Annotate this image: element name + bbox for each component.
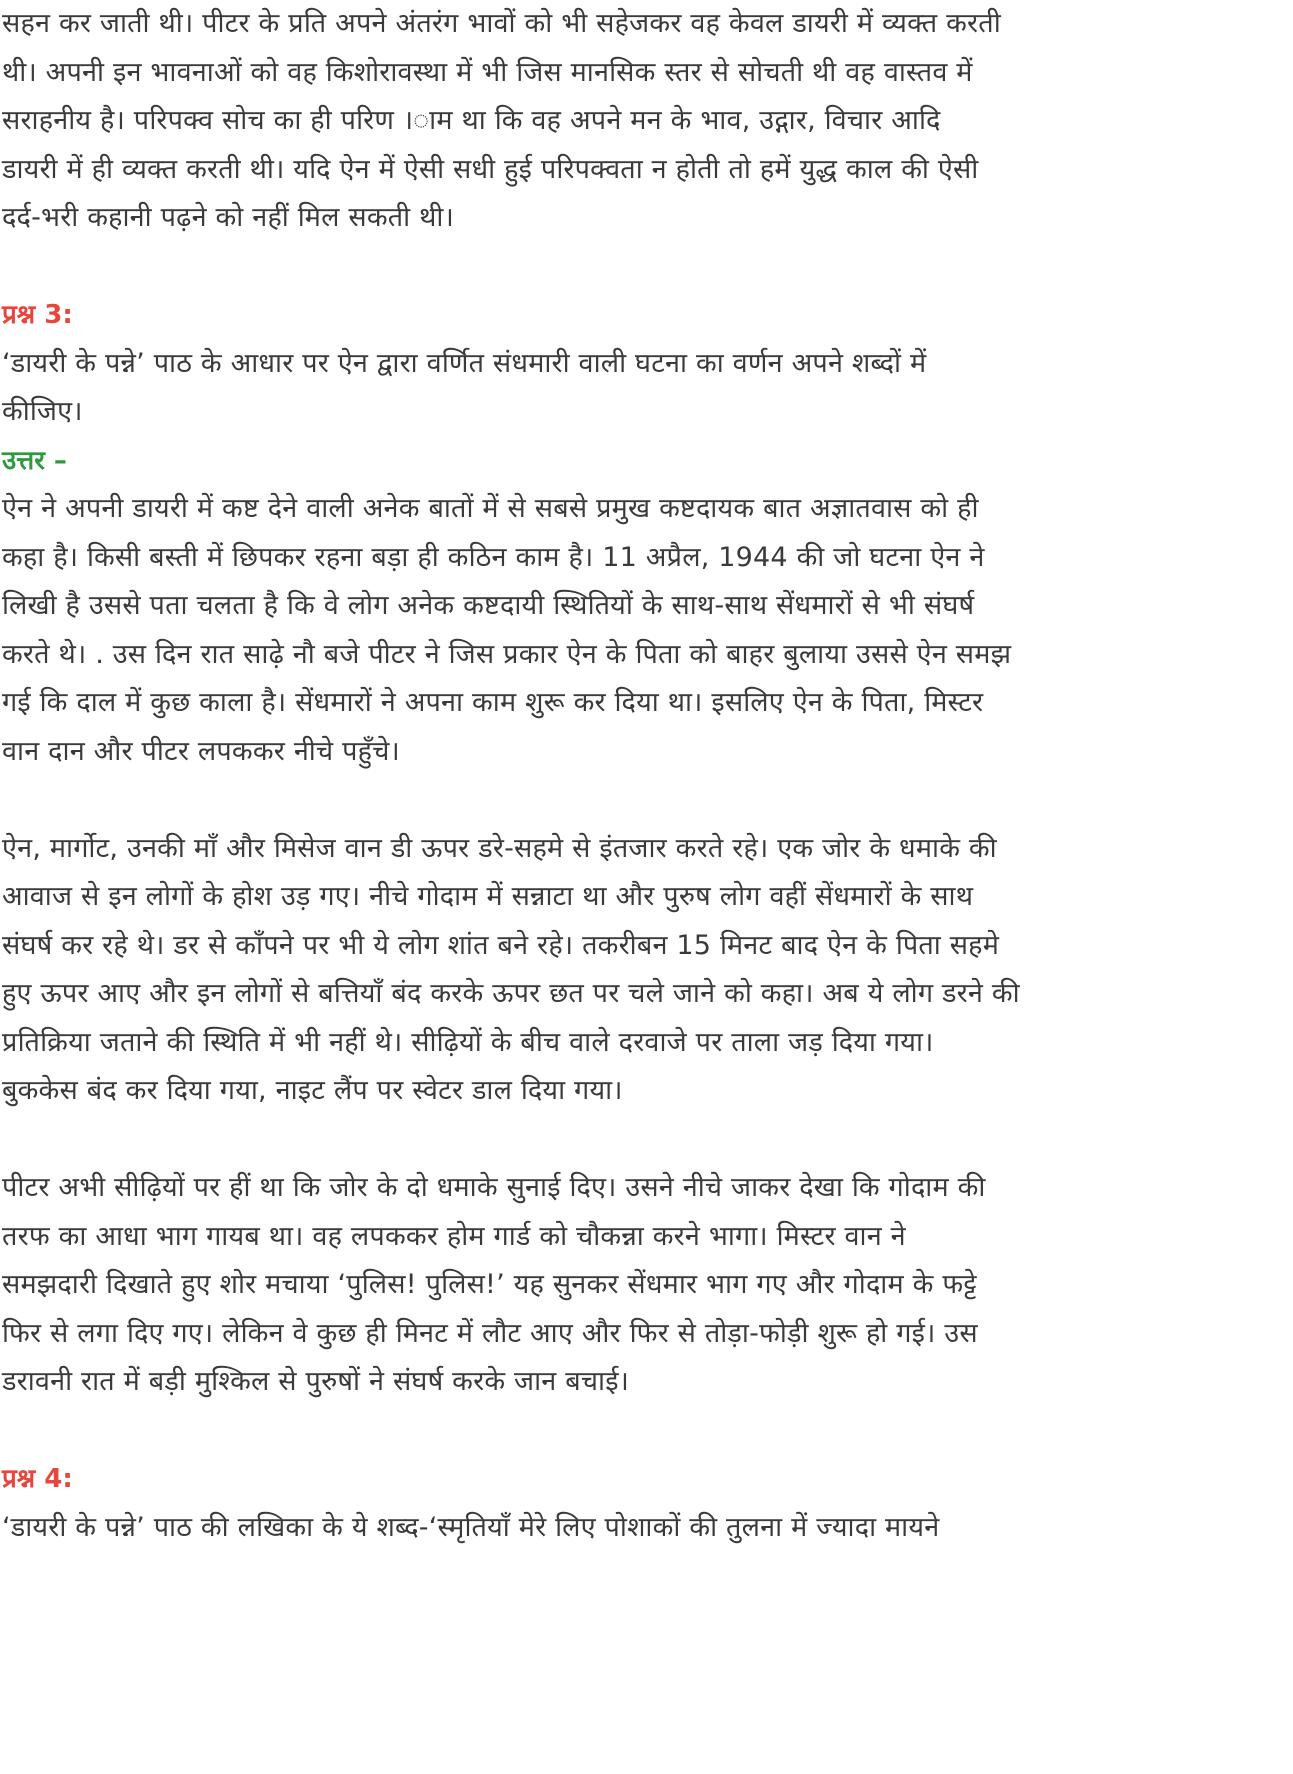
answer-paragraph-2 xyxy=(2,825,1287,1116)
answer-paragraph-3 xyxy=(2,1164,1287,1407)
text-line: हुए ऊपर आए और इन लोगों से बत्तियाँ बंद करके ऊपर छत पर चले जाने को कहा। अब ये लोग डरने की xyxy=(2,978,1020,1009)
answer-3-block xyxy=(2,437,1287,1407)
previous-answer-paragraph xyxy=(2,0,1287,243)
spacer xyxy=(2,1407,1287,1456)
text-line: करते थे। . उस दिन रात साढ़े नौ बजे पीटर ने जिस प्रकार ऐन के पिता को बाहर बुलाया उससे ऐन समझ xyxy=(2,638,1012,670)
question-heading: प्रश्न 3: xyxy=(2,300,73,330)
question-text-line: ‘डायरी के पन्ने’ पाठ की लखिका के ये शब्द-‘स्मृतियाँ मेरे लिए पोशाकों की तुलना में ज्यादा मायने xyxy=(2,1511,940,1543)
text-line: तरफ का आधा भाग गायब था। वह लपककर होम गार्ड को चौकन्ना करने भागा। मिस्टर वान ने xyxy=(2,1220,906,1252)
text-line: गई कि दाल में कुछ काला है। सेंधमारों ने अपना काम शुरू कर दिया था। इसलिए ऐन के पिता, मिस्टर xyxy=(2,687,984,718)
text-line: डायरी में ही व्यक्त करती थी। यदि ऐन में ऐसी सधी हुई परिपक्वता न होती तो हमें युद्ध काल की ऐसी xyxy=(2,153,979,185)
text-line: दर्द-भरी कहानी पढ़ने को नहीं मिल सकती थी। xyxy=(2,202,455,233)
question-3-block xyxy=(2,291,1287,437)
question-text-line: ‘डायरी के पन्ने’ पाठ के आधार पर ऐन द्वारा वर्णित संधमारी वाली घटना का वर्णन अपने शब्दों में xyxy=(2,347,927,379)
text-line: फिर से लगा दिए गए। लेकिन वे कुछ ही मिनट में लौट आए और फिर से तोड़ा-फोड़ी शुरू हो गई। उस xyxy=(2,1317,978,1349)
text-line: लिखी है उससे पता चलता है कि वे लोग अनेक कष्टदायी स्थितियों के साथ-साथ सेंधमारों से भी संघर्ष xyxy=(2,590,975,621)
text-line: प्रतिक्रिया जताने की स्थिति में भी नहीं थे। सीढ़ियों के बीच वाले दरवाजे पर ताला जड़ दिया गया। xyxy=(2,1026,934,1058)
spacer xyxy=(2,243,1287,292)
text-line: कहा है। किसी बस्ती में छिपकर रहना बड़ा ही कठिन काम है। 11 अप्रैल, 1944 की जो घटना ऐन ने xyxy=(2,541,985,573)
text-line: समझदारी दिखाते हुए शोर मचाया ‘पुलिस! पुलिस!’ यह सुनकर सेंधमार भाग गए और गोदाम के फट्टे xyxy=(2,1269,977,1300)
text-line: थी। अपनी इन भावनाओं को वह किशोरावस्था में भी जिस मानसिक स्तर से सोचती थी वह वास्तव में xyxy=(2,56,973,88)
text-line: वान दान और पीटर लपककर नीचे पहुँचे। xyxy=(2,735,400,767)
question-heading: प्रश्न 4: xyxy=(2,1464,73,1494)
answer-heading: उत्तर – xyxy=(2,445,67,476)
text-line: आवाज से इन लोगों के होश उड़ गए। नीचे गोदाम में सन्नाटा था और पुरुष लोग वहीं सेंधमारों के साथ xyxy=(2,881,974,912)
spacer xyxy=(2,776,1287,825)
text-line: पीटर अभी सीढ़ियों पर हीं था कि जोर के दो धमाके सुनाई दिए। उसने नीचे जाकर देखा कि गोदाम की xyxy=(2,1172,986,1203)
text-line: ऐन ने अपनी डायरी में कष्ट देने वाली अनेक बातों में से सबसे प्रमुख कष्टदायक बात अज्ञातवास को ही xyxy=(2,493,979,524)
question-4-block xyxy=(2,1455,1287,1552)
text-line: सहन कर जाती थी। पीटर के प्रति अपने अंतरंग भावों को भी सहेजकर वह केवल डायरी में व्यक्त करती xyxy=(2,8,1001,39)
text-line: ऐन, मार्गोट, उनकी माँ और मिसेज वान डी ऊपर डरे-सहमे से इंतजार करते रहे। एक जोर के धमाके की xyxy=(2,832,997,864)
text-line: सराहनीय है। परिपक्व सोच का ही परिण ।ाम था कि वह अपने मन के भाव, उद्गार, विचार आदि xyxy=(2,105,941,136)
answer-paragraph-1 xyxy=(2,485,1287,776)
text-line: डरावनी रात में बड़ी मुश्किल से पुरुषों ने संघर्ष करके जान बचाई। xyxy=(2,1366,630,1397)
spacer xyxy=(2,1116,1287,1165)
text-line: संघर्ष कर रहे थे। डर से काँपने पर भी ये लोग शांत बने रहे। तकरीबन 15 मिनट बाद ऐन के पिता सहमे xyxy=(2,929,1000,961)
text-line: बुककेस बंद कर दिया गया, नाइट लैंप पर स्वेटर डाल दिया गया। xyxy=(2,1075,623,1106)
question-text-line: कीजिए। xyxy=(2,396,83,427)
